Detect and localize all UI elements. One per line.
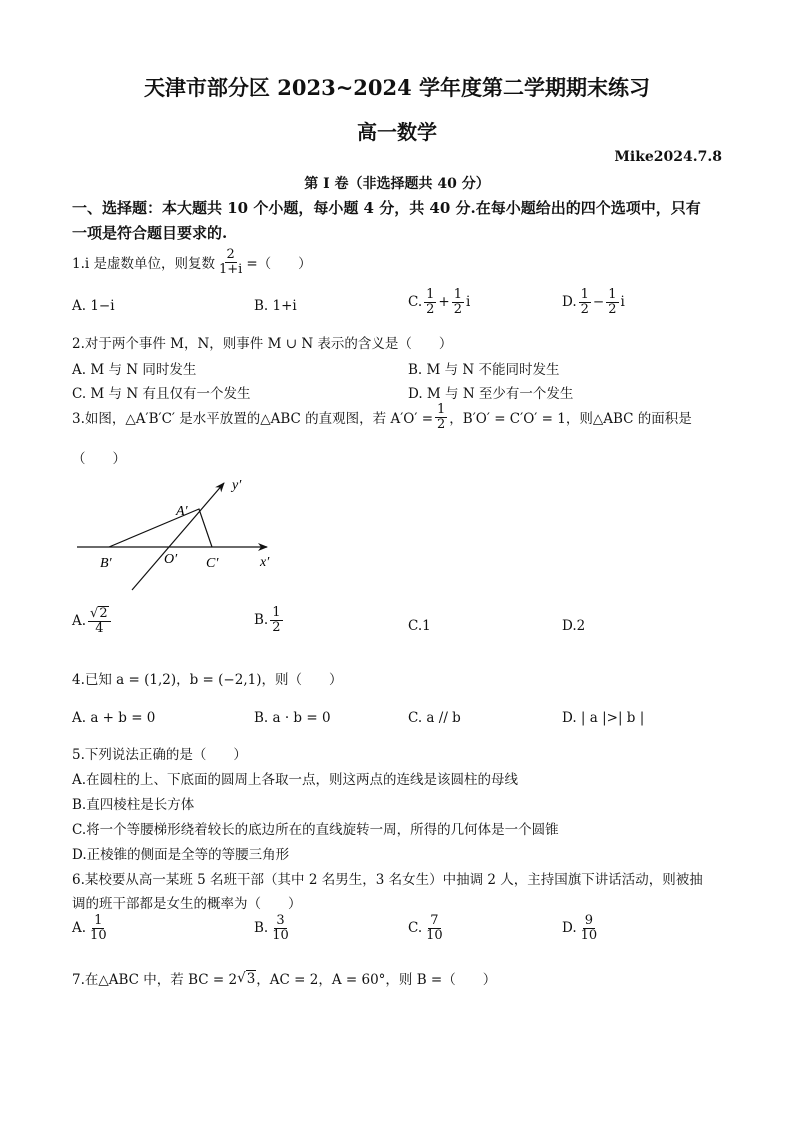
q1-stem-post: =（ ）: [246, 256, 312, 273]
q1-frac-den: 1+i: [219, 261, 243, 277]
q3-option-b: [254, 606, 285, 634]
q1-c-frac-2: [452, 288, 464, 316]
point-o-label: O′: [164, 552, 178, 567]
q3-stem-post: ，B′O′ = C′O′ = 1，则△ABC 的面积是: [449, 411, 692, 428]
q6-c-frac: [424, 914, 445, 942]
q7-radicand: 3: [246, 970, 256, 987]
q3-oblique-figure: [72, 465, 292, 595]
q4-option-d: D. | a |>| b |: [562, 710, 645, 726]
q1-c-f1-den: 2: [426, 301, 435, 317]
q1-option-b: B. 1+i: [254, 298, 297, 314]
q1-c-frac-1: [424, 288, 436, 316]
q1-c-f2-num: 1: [453, 287, 463, 302]
q1-c-prefix: C.: [408, 294, 423, 311]
q1-fraction: [217, 248, 244, 276]
q5-option-a: A.在圆柱的上、下底面的圆周上各取一点，则这两点的连线是该圆柱的母线: [72, 772, 519, 788]
q1-option-c: [408, 288, 470, 316]
author-date: Mike2024.7.8: [614, 149, 722, 165]
q1-option-a: A. 1−i: [72, 298, 115, 314]
q6-c-prefix: C.: [408, 920, 423, 937]
instructions-line-2: 一项是符合题目要求的.: [72, 224, 228, 242]
x-axis-label: x′: [260, 555, 270, 570]
q7-stem-post: ，AC = 2，A = 60°，则 B =（ ）: [256, 972, 497, 988]
section-heading: 第 I 卷（非选择题共 40 分）: [304, 176, 490, 192]
q6-b-frac: [270, 914, 291, 942]
question-5-stem: 5.下列说法正确的是（ ）: [72, 747, 247, 763]
q6-a-num: 1: [94, 913, 103, 928]
q4-option-a: A. a + b = 0: [72, 710, 156, 726]
q6-a-prefix: A.: [72, 920, 87, 937]
q2-option-a: A. M 与 N 同时发生: [72, 362, 197, 378]
q2-option-b: B. M 与 N 不能同时发生: [408, 362, 560, 378]
q1-d-f2-den: 2: [608, 301, 617, 317]
q6-a-den: 10: [90, 927, 107, 943]
q6-d-frac: [579, 914, 600, 942]
instructions-line-1: 一、选择题：本大题共 10 个小题，每小题 4 分，共 40 分.在每小题给出的四个选项中，只有: [72, 199, 701, 217]
q6-b-den: 10: [272, 927, 289, 943]
q6-option-c: [408, 914, 447, 942]
q1-option-d: [562, 288, 625, 316]
point-b-label: B′: [100, 556, 112, 571]
q3-option-a: [72, 606, 113, 635]
q1-stem-pre: 1.i 是虚数单位，则复数: [72, 256, 215, 273]
q6-d-prefix: D.: [562, 920, 577, 937]
question-6-stem-line-1: 6.某校要从高一某班 5 名班干部（其中 2 名男生，3 名女生）中抽调 2 人，主持国旗下讲话活动，则被抽: [72, 872, 703, 888]
sqrt-sign-icon: √: [237, 970, 246, 986]
question-7-stem: [72, 968, 496, 988]
q3-a-frac: [88, 606, 111, 635]
q3-b-den: 2: [272, 619, 281, 635]
q1-d-frac-2: [606, 288, 618, 316]
q1-d-prefix: D.: [562, 294, 577, 311]
sqrt-sign-icon: √: [90, 606, 99, 621]
q7-stem-pre: 7.在△ABC 中，若 BC = 2: [72, 972, 238, 988]
q6-c-num: 7: [430, 913, 439, 928]
q3-option-d: D.2: [562, 618, 586, 634]
q1-d-frac-1: [579, 288, 591, 316]
page-title: 天津市部分区 2023~2024 学年度第二学期期末练习: [143, 75, 651, 100]
q1-d-f2-num: 1: [608, 287, 617, 302]
question-6-stem-line-2: 调的班干部都是女生的概率为（ ）: [72, 896, 302, 912]
q1-d-suffix: i: [620, 294, 625, 311]
q3-b-frac: [270, 606, 282, 634]
q1-c-f1-num: 1: [426, 287, 435, 302]
q3-frac-num: 1: [437, 402, 446, 417]
q3-a-prefix: A.: [72, 612, 87, 629]
q5-option-b: B.直四棱柱是长方体: [72, 797, 195, 813]
q1-frac-num: 2: [226, 247, 235, 262]
q6-d-den: 10: [580, 927, 598, 943]
q1-d-f1-num: 1: [580, 287, 589, 302]
q1-c-suffix: i: [466, 294, 471, 311]
q3-a-num: [88, 606, 111, 622]
q6-a-frac: [88, 914, 109, 942]
q6-option-b: [254, 914, 293, 942]
q3-option-c: C.1: [408, 618, 431, 634]
q3-fraction: [435, 403, 447, 431]
question-3-stem: [72, 403, 692, 431]
q5-option-d: D.正棱锥的侧面是全等的等腰三角形: [72, 847, 290, 863]
q2-option-d: D. M 与 N 至少有一个发生: [408, 386, 574, 402]
q3-a-den: 4: [95, 620, 104, 636]
q3-frac-den: 2: [437, 416, 446, 432]
q2-option-c: C. M 与 N 有且仅有一个发生: [72, 386, 251, 402]
q3-b-prefix: B.: [254, 612, 269, 629]
q6-b-prefix: B.: [254, 920, 269, 937]
q5-option-c: C.将一个等腰梯形绕着较长的底边所在的直线旋转一周，所得的几何体是一个圆锥: [72, 822, 559, 838]
q6-option-a: [72, 914, 111, 942]
question-2-stem: 2.对于两个事件 M，N，则事件 M ∪ N 表示的含义是（ ）: [72, 336, 453, 352]
q6-c-den: 10: [426, 927, 443, 943]
q1-c-op: +: [438, 294, 450, 311]
question-3-stem-line-2: （ ）: [72, 451, 126, 467]
q3-stem-pre: 3.如图，△A′B′C′ 是水平放置的△ABC 的直观图，若 A′O′ =: [72, 411, 434, 428]
q1-c-f2-den: 2: [453, 301, 463, 317]
q6-b-num: 3: [276, 913, 285, 928]
q6-d-num: 9: [584, 913, 594, 928]
question-1-stem: [72, 248, 312, 276]
y-axis: [132, 483, 224, 590]
q6-option-d: [562, 914, 601, 942]
page-subtitle: 高一数学: [357, 120, 437, 144]
q3-a-radicand: 2: [99, 606, 108, 621]
q4-option-c: C. a // b: [408, 710, 461, 726]
point-c-label: C′: [206, 556, 219, 571]
point-a-label: A′: [176, 504, 188, 519]
q1-d-op: −: [592, 294, 605, 311]
question-4-stem: 4.已知 a = (1,2)，b = (−2,1)，则（ ）: [72, 672, 343, 688]
q1-d-f1-den: 2: [580, 301, 589, 317]
y-axis-label: y′: [232, 478, 242, 493]
q4-option-b: B. a · b = 0: [254, 710, 331, 726]
q3-b-num: 1: [272, 605, 281, 620]
